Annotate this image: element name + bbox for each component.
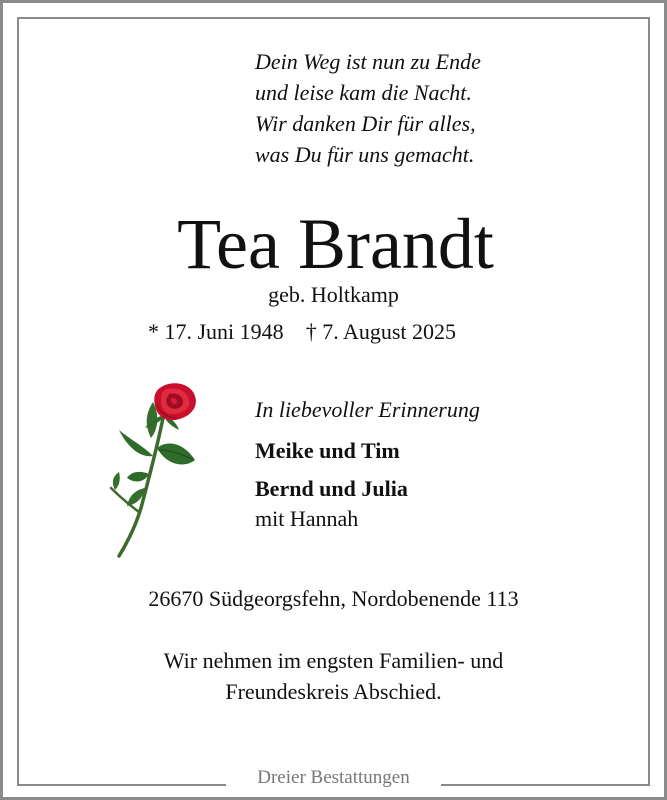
poem	[255, 46, 481, 170]
deceased-name: Tea Brandt	[177, 204, 494, 284]
closing-text	[0, 645, 667, 707]
address: 26670 Südgeorgsfehn, Nordobenende 113	[148, 586, 519, 611]
poem-line: Dein Weg ist nun zu Ende	[255, 49, 481, 74]
death-date: † 7. August 2025	[305, 319, 457, 344]
mourner-family-2: Bernd und Julia	[255, 476, 408, 501]
mourner-family-1: Meike und Tim	[255, 438, 400, 463]
undertaker-name: Dreier Bestattungen	[257, 767, 410, 788]
closing-line: Freundeskreis Abschied.	[225, 679, 442, 704]
life-dates	[148, 316, 456, 348]
mourner-family-2-sub: mit Hannah	[255, 506, 359, 531]
poem-line: was Du für uns gemacht.	[255, 142, 475, 167]
poem-line: und leise kam die Nacht.	[255, 80, 472, 105]
birth-date: * 17. Juni 1948	[148, 319, 284, 344]
red-rose-icon	[105, 378, 205, 560]
memory-intro: In liebevoller Erinnerung	[255, 397, 480, 422]
maiden-name: geb. Holtkamp	[268, 282, 399, 307]
closing-line: Wir nehmen im engsten Familien- und	[163, 648, 504, 673]
poem-line: Wir danken Dir für alles,	[255, 111, 476, 136]
